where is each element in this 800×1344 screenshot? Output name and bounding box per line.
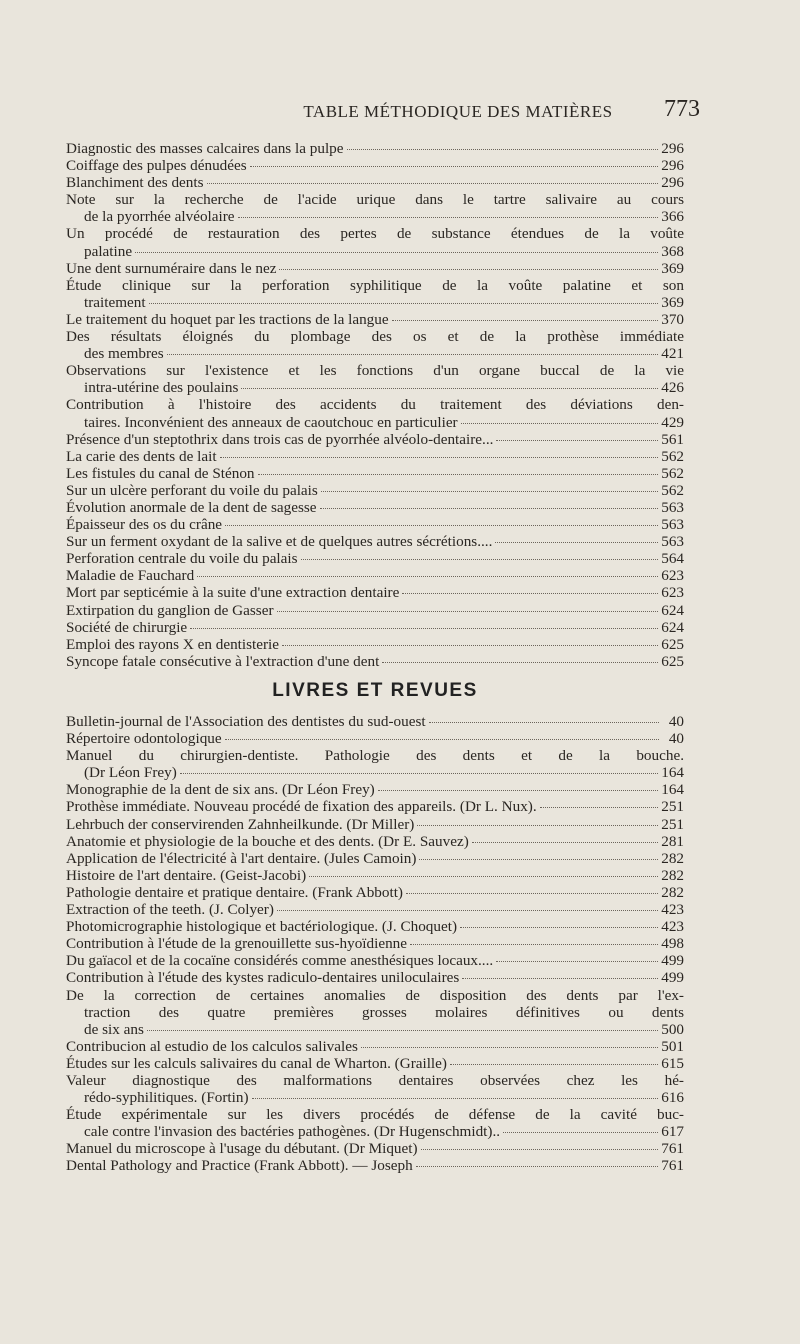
entry-text-line: La carie des dents de lait <box>66 447 217 465</box>
toc-entry <box>66 328 684 362</box>
entry-page-number: 423 <box>661 901 684 919</box>
toc-entry <box>66 1140 684 1157</box>
entry-text-line: Sur un ulcère perforant du voile du palais <box>66 481 318 499</box>
toc-entry <box>66 482 684 499</box>
toc-entry <box>66 311 684 328</box>
entry-text-line: Coiffage des pulpes dénudées <box>66 157 247 175</box>
entry-text-line: Dental Pathology and Practice (Frank Abbott). — Joseph <box>66 1157 413 1175</box>
entry-text-line: Application de l'électricité à l'art dentaire. (Jules Camoin) <box>66 849 417 867</box>
dot-leader <box>417 825 658 826</box>
entry-page-number: 296 <box>661 157 684 175</box>
entry-page-number: 499 <box>661 969 684 987</box>
running-head <box>66 96 700 130</box>
entry-text-line: Emploi des rayons X en dentisterie <box>66 635 279 653</box>
entry-text-line: Extirpation du ganglion de Gasser <box>66 601 274 619</box>
toc-entry <box>66 260 684 277</box>
entry-text-line: Sur un ferment oxydant de la salive et de quelques autres sécrétions.... <box>66 533 493 551</box>
dot-leader <box>197 576 658 577</box>
entry-text-line: Syncope fatale consécutive à l'extraction d'une dent <box>66 652 380 670</box>
toc-entry <box>66 653 684 670</box>
entry-text-line: Extraction of the teeth. (J. Colyer) <box>66 901 274 919</box>
entry-page-number: 562 <box>661 464 684 482</box>
entry-page-number: 564 <box>661 550 684 568</box>
entry-text-line: Manuel du chirurgien-dentiste. Pathologie des dents et de la bouche. <box>66 747 684 765</box>
entry-text-line: traction des quatre premières grosses molaires définitives ou dents <box>84 1003 684 1021</box>
entry-text-line: Épaisseur des os du crâne <box>66 516 223 534</box>
toc-entry <box>66 1038 684 1055</box>
entry-page-number: 623 <box>661 567 684 585</box>
entry-text-line: Note sur la recherche de l'acide urique dans le tartre salivaire au cours <box>66 191 684 209</box>
entry-text-line: Maladie de Fauchard <box>66 567 195 585</box>
entry-text-line: de six ans <box>84 1020 144 1038</box>
entry-text-line: Diagnostic des masses calcaires dans la pulpe <box>66 140 344 157</box>
entry-page-number: 164 <box>661 764 684 782</box>
dot-leader <box>462 978 658 979</box>
dot-leader <box>378 790 658 791</box>
entry-page-number: 282 <box>661 866 684 884</box>
entry-text-line: Contribution à l'étude des kystes radiculo-dentaires uniloculaires <box>66 969 460 987</box>
toc-entry <box>66 602 684 619</box>
entry-page-number: 429 <box>661 413 684 431</box>
toc-entry <box>66 584 684 601</box>
entry-page-number: 562 <box>661 481 684 499</box>
page-number: 773 <box>664 96 700 122</box>
dot-leader <box>429 722 659 723</box>
dot-leader <box>279 269 658 270</box>
dot-leader <box>250 166 659 167</box>
entry-page-number: 624 <box>661 618 684 636</box>
entry-page-number: 40 <box>668 730 684 748</box>
toc-entry <box>66 850 684 867</box>
entry-page-number: 369 <box>661 259 684 277</box>
entry-page-number: 296 <box>661 174 684 192</box>
dot-leader <box>406 893 658 894</box>
entry-text-line: (Dr Léon Frey) <box>84 764 177 782</box>
dot-leader <box>540 807 659 808</box>
toc-entry <box>66 499 684 516</box>
entry-page-number: 251 <box>661 798 684 816</box>
toc-entry <box>66 396 684 430</box>
dot-leader <box>496 961 658 962</box>
dot-leader <box>460 927 658 928</box>
entry-text-line: Le traitement du hoquet par les tractions de la langue <box>66 310 389 328</box>
entry-page-number: 499 <box>661 952 684 970</box>
entry-text-line: Répertoire odontologique <box>66 730 222 748</box>
toc-entry <box>66 225 684 259</box>
entry-text-line: Un procédé de restauration des pertes de substance étendues de la voûte <box>66 225 684 243</box>
dot-leader <box>301 559 659 560</box>
books-and-reviews-section <box>66 713 684 1175</box>
entry-page-number: 421 <box>661 345 684 363</box>
entry-text-line: cale contre l'invasion des bactéries pathogènes. (Dr Hugenschmidt).. <box>84 1123 501 1141</box>
entry-text-line: Perforation centrale du voile du palais <box>66 550 298 568</box>
section-heading: LIVRES ET REVUES <box>272 680 478 701</box>
entry-page-number: 251 <box>661 815 684 833</box>
entry-text-line: Une dent surnuméraire dans le nez <box>66 259 277 277</box>
entry-page-number: 369 <box>661 293 684 311</box>
entry-text-line: traitement <box>84 293 146 311</box>
toc-entry <box>66 448 684 465</box>
entry-text-line: Valeur diagnostique des malformations dentaires observées chez les hé- <box>66 1071 684 1089</box>
table-of-contents-section <box>66 140 684 670</box>
entry-page-number: 500 <box>661 1020 684 1038</box>
dot-leader <box>496 440 658 441</box>
dot-leader <box>392 320 659 321</box>
dot-leader <box>207 183 659 184</box>
toc-entry <box>66 867 684 884</box>
entry-page-number: 563 <box>661 533 684 551</box>
dot-leader <box>277 910 658 911</box>
entry-text-line: De la correction de certaines anomalies de disposition des dents par l'ex- <box>66 986 684 1004</box>
dot-leader <box>495 542 658 543</box>
entry-text-line: Études sur les calculs salivaires du canal de Wharton. (Graille) <box>66 1054 447 1072</box>
toc-entry <box>66 191 684 225</box>
entry-text-line: palatine <box>84 242 133 260</box>
dot-leader <box>472 842 658 843</box>
entry-text-line: Contribution à l'histoire des accidents du traitement des déviations den- <box>66 396 684 414</box>
entry-text-line: Mort par septicémie à la suite d'une extraction dentaire <box>66 584 400 602</box>
entry-text-line: Contribution à l'étude de la grenouillette sus-hyoïdienne <box>66 935 407 953</box>
entry-text-line: Des résultats éloignés du plombage des os et de la prothèse immédiate <box>66 328 684 346</box>
toc-entry <box>66 465 684 482</box>
entry-text-line: Société de chirurgie <box>66 618 188 636</box>
dot-leader <box>421 1149 659 1150</box>
entry-page-number: 426 <box>661 379 684 397</box>
entry-page-number: 370 <box>661 310 684 328</box>
entry-page-number: 563 <box>661 498 684 516</box>
entry-text-line: Monographie de la dent de six ans. (Dr Léon Frey) <box>66 781 375 799</box>
dot-leader <box>282 645 658 646</box>
entry-text-line: intra-utérine des poulains <box>84 379 239 397</box>
entry-text-line: Du gaïacol et de la cocaïne considérés comme anesthésiques locaux.... <box>66 952 494 970</box>
entry-text-line: Les fistules du canal de Sténon <box>66 464 255 482</box>
entry-page-number: 561 <box>661 430 684 448</box>
toc-entry <box>66 816 684 833</box>
toc-entry <box>66 935 684 952</box>
dot-leader <box>190 628 658 629</box>
entry-text-line: Prothèse immédiate. Nouveau procédé de fixation des appareils. (Dr L. Nux). <box>66 798 537 816</box>
toc-entry <box>66 157 684 174</box>
toc-entry <box>66 1055 684 1072</box>
entry-page-number: 761 <box>661 1157 684 1175</box>
entry-page-number: 616 <box>661 1089 684 1107</box>
toc-entry <box>66 987 684 1038</box>
entry-page-number: 368 <box>661 242 684 260</box>
entry-text-line: Évolution anormale de la dent de sagesse <box>66 498 317 516</box>
entry-page-number: 423 <box>661 918 684 936</box>
dot-leader <box>461 423 659 424</box>
dot-leader <box>135 252 658 253</box>
dot-leader <box>167 354 659 355</box>
toc-entry <box>66 567 684 584</box>
dot-leader <box>382 662 658 663</box>
toc-entry <box>66 969 684 986</box>
toc-entry <box>66 833 684 850</box>
dot-leader <box>450 1064 658 1065</box>
entry-page-number: 282 <box>661 883 684 901</box>
entry-text-line: Blanchiment des dents <box>66 174 204 192</box>
dot-leader <box>416 1166 659 1167</box>
toc-entry <box>66 174 684 191</box>
dot-leader <box>503 1132 658 1133</box>
dot-leader <box>309 876 658 877</box>
entry-page-number: 498 <box>661 935 684 953</box>
dot-leader <box>321 491 658 492</box>
toc-entry <box>66 747 684 781</box>
entry-text-line: Manuel du microscope à l'usage du débutant. (Dr Miquet) <box>66 1140 418 1158</box>
entry-page-number: 164 <box>661 781 684 799</box>
entry-text-line: de la pyorrhée alvéolaire <box>84 208 235 226</box>
dot-leader <box>361 1047 658 1048</box>
toc-entry <box>66 713 684 730</box>
toc-entry <box>66 901 684 918</box>
entry-text-line: des membres <box>84 345 164 363</box>
toc-entry <box>66 533 684 550</box>
toc-entry <box>66 1106 684 1140</box>
entry-page-number: 282 <box>661 849 684 867</box>
entry-text-line: Anatomie et physiologie de la bouche et des dents. (Dr E. Sauvez) <box>66 832 469 850</box>
toc-entry <box>66 781 684 798</box>
dot-leader <box>252 1098 659 1099</box>
toc-entry <box>66 918 684 935</box>
toc-entry <box>66 884 684 901</box>
entry-page-number: 40 <box>668 713 684 730</box>
toc-entry <box>66 1072 684 1106</box>
dot-leader <box>225 525 658 526</box>
dot-leader <box>147 1030 658 1031</box>
entry-page-number: 617 <box>661 1123 684 1141</box>
dot-leader <box>149 303 659 304</box>
toc-entry <box>66 140 684 157</box>
entry-text-line: Contribucion al estudio de los calculos salivales <box>66 1037 358 1055</box>
toc-entry <box>66 619 684 636</box>
entry-text-line: taires. Inconvénient des anneaux de caoutchouc en particulier <box>84 413 458 431</box>
entry-page-number: 296 <box>661 140 684 157</box>
dot-leader <box>258 474 659 475</box>
toc-entry <box>66 730 684 747</box>
entry-page-number: 761 <box>661 1140 684 1158</box>
entry-page-number: 366 <box>661 208 684 226</box>
entry-text-line: rédo-syphilitiques. (Fortin) <box>84 1089 249 1107</box>
toc-entry <box>66 277 684 311</box>
entry-page-number: 563 <box>661 516 684 534</box>
toc-entry <box>66 431 684 448</box>
entry-text-line: Étude clinique sur la perforation syphilitique de la voûte palatine et son <box>66 276 684 294</box>
entry-page-number: 501 <box>661 1037 684 1055</box>
dot-leader <box>220 457 659 458</box>
dot-leader <box>277 611 659 612</box>
toc-entry <box>66 636 684 653</box>
dot-leader <box>419 859 658 860</box>
dot-leader <box>180 773 658 774</box>
entry-text-line: Observations sur l'existence et les fonctions d'un organe buccal de la vie <box>66 362 684 380</box>
toc-entry <box>66 362 684 396</box>
entry-page-number: 623 <box>661 584 684 602</box>
entry-text-line: Présence d'un steptothrix dans trois cas de pyorrhée alvéolo-dentaire... <box>66 430 494 448</box>
dot-leader <box>410 944 658 945</box>
entry-page-number: 615 <box>661 1054 684 1072</box>
dot-leader <box>238 217 659 218</box>
dot-leader <box>225 739 659 740</box>
toc-entry <box>66 1157 684 1174</box>
entry-page-number: 625 <box>661 652 684 670</box>
entry-page-number: 562 <box>661 447 684 465</box>
entry-text-line: Photomicrographie histologique et bactériologique. (J. Choquet) <box>66 918 457 936</box>
entry-text-line: Étude expérimentale sur les divers procédés de défense de la cavité buc- <box>66 1106 684 1124</box>
dot-leader <box>320 508 659 509</box>
entry-page-number: 281 <box>661 832 684 850</box>
entry-text-line: Pathologie dentaire et pratique dentaire. (Frank Abbott) <box>66 883 403 901</box>
dot-leader <box>241 388 658 389</box>
entry-text-line: Bulletin-journal de l'Association des dentistes du sud-ouest <box>66 713 426 730</box>
toc-entry <box>66 798 684 815</box>
toc-entry <box>66 952 684 969</box>
entry-page-number: 624 <box>661 601 684 619</box>
toc-entry <box>66 550 684 567</box>
entry-text-line: Lehrbuch der conservirenden Zahnheilkunde. (Dr Miller) <box>66 815 415 833</box>
entry-page-number: 625 <box>661 635 684 653</box>
entry-text-line: Histoire de l'art dentaire. (Geist-Jacobi) <box>66 866 307 884</box>
running-head-title: TABLE MÉTHODIQUE DES MATIÈRES <box>303 102 613 121</box>
dot-leader <box>402 593 658 594</box>
toc-entry <box>66 516 684 533</box>
dot-leader <box>347 149 659 150</box>
